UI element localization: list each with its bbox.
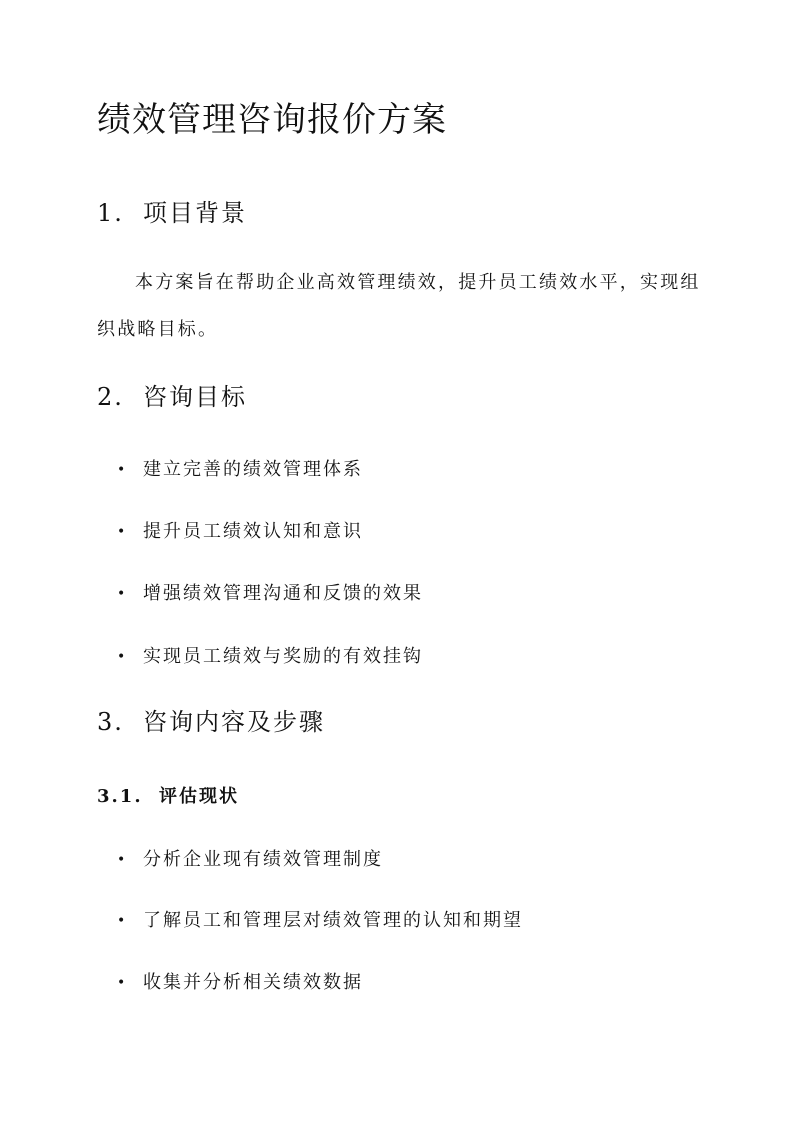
section-title: 咨询目标	[143, 383, 247, 411]
list-item-text: 建立完善的绩效管理体系	[143, 459, 363, 480]
bullet-icon: •	[117, 586, 128, 602]
section-heading-1	[97, 196, 247, 230]
section-paragraph: 本方案旨在帮助企业高效管理绩效，提升员工绩效水平，实现组织战略目标。	[97, 272, 701, 340]
bullet-icon: •	[117, 649, 128, 665]
list-item-text: 增强绩效管理沟通和反馈的效果	[143, 583, 423, 604]
bullet-icon: •	[117, 524, 128, 540]
list-item	[117, 970, 363, 996]
section-title: 咨询内容及步骤	[143, 708, 325, 736]
bullet-icon: •	[117, 913, 128, 929]
section-number: 1.	[97, 199, 124, 227]
section-title: 项目背景	[143, 199, 247, 227]
subsection-title: 评估现状	[159, 786, 239, 807]
document-title: 绩效管理咨询报价方案	[97, 100, 447, 140]
list-item	[117, 519, 363, 545]
section-number: 3.	[97, 708, 124, 736]
subsection-number: 3.1.	[97, 786, 143, 807]
list-item-text: 提升员工绩效认知和意识	[143, 521, 363, 542]
section-heading-3	[97, 705, 325, 739]
section-number: 2.	[97, 383, 124, 411]
bullet-icon: •	[117, 975, 128, 991]
list-item-text: 收集并分析相关绩效数据	[143, 972, 363, 993]
bullet-icon: •	[117, 852, 128, 868]
list-item	[117, 908, 523, 934]
list-item-text: 了解员工和管理层对绩效管理的认知和期望	[143, 910, 523, 931]
bullet-icon: •	[117, 462, 128, 478]
list-item-text: 分析企业现有绩效管理制度	[143, 849, 383, 870]
list-item-text: 实现员工绩效与奖励的有效挂钩	[143, 646, 423, 667]
subsection-heading-3-1	[97, 784, 239, 810]
list-item	[117, 644, 423, 670]
list-item	[117, 457, 363, 483]
list-item	[117, 847, 383, 873]
section-heading-2	[97, 380, 247, 414]
list-item	[117, 581, 423, 607]
